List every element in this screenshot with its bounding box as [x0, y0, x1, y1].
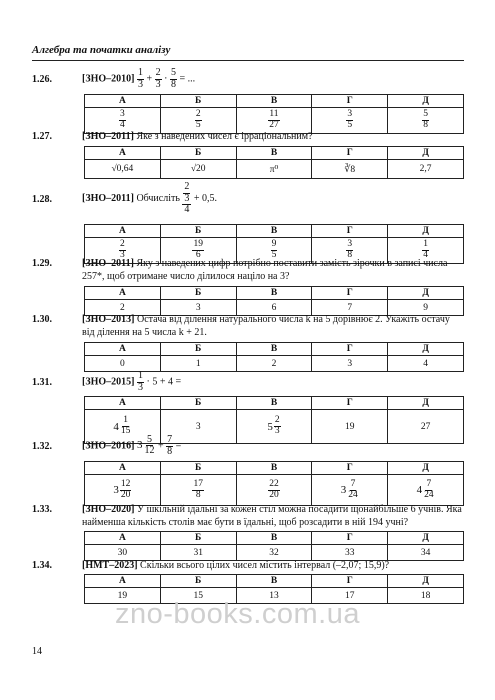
answer-option[interactable]: $\frac{11}{27}$ — [236, 108, 312, 134]
answer-option[interactable]: $\frac{1}{4}$ — [388, 238, 464, 264]
option-letter: Д — [388, 225, 464, 238]
problem-1-32 — [32, 434, 464, 506]
problem-statement: [ЗНО–2010] $\frac{1}{3}$ + $\frac{2}{3}$ · $\frac{5}{8}$ = ... — [82, 67, 196, 90]
option-letter: Д — [388, 575, 464, 588]
answer-option[interactable]: 15 — [160, 588, 236, 604]
option-letter: Д — [388, 532, 464, 545]
option-letter: Г — [312, 225, 388, 238]
fraction: $\frac{2}{3}$ — [155, 67, 161, 90]
answer-option[interactable]: 7 — [312, 300, 388, 316]
problem-text: Яку з наведених цифр потрібно поставити замість зірочки в записі числа 257*, щоб отримане число ділилося націло на 3? — [82, 258, 448, 282]
option-letter: Б — [160, 532, 236, 545]
option-letter: Г — [312, 397, 388, 410]
option-letter: А — [85, 225, 161, 238]
option-letter: А — [85, 95, 161, 108]
compound-fraction: $\frac{\frac{2}{3}}{4}$ — [184, 181, 190, 216]
problem-number: 1.28. — [32, 193, 52, 205]
option-letter: В — [236, 95, 312, 108]
answer-option[interactable]: 2,7 — [388, 160, 464, 179]
answer-option[interactable]: 3 — [160, 300, 236, 316]
fraction: $\frac{7}{8}$ — [167, 434, 173, 457]
answer-option[interactable]: 19 — [312, 410, 388, 444]
problem-statement — [82, 559, 464, 572]
option-letter: Д — [388, 287, 464, 300]
problem-number: 1.29. — [32, 258, 52, 269]
header-rule — [32, 60, 464, 61]
problem-1-27 — [32, 130, 464, 179]
problem-text: Скільки всього цілих чисел містить інтервал (–2,07; 15,9)? — [140, 560, 390, 571]
answer-option[interactable]: 4 $\frac{7}{24}$ — [388, 475, 464, 506]
watermark: zno-books.com.ua — [115, 598, 360, 630]
option-letter: Б — [160, 343, 236, 356]
problem-1-29 — [32, 257, 464, 316]
problem-number: 1.26. — [32, 73, 52, 85]
answer-option[interactable]: ∛8 — [312, 160, 388, 179]
answer-option[interactable]: $\frac{2}{5}$ — [160, 108, 236, 134]
answer-table — [84, 94, 464, 134]
option-letter: В — [236, 397, 312, 410]
problem-number: 1.32. — [32, 440, 52, 452]
option-letter: Г — [312, 147, 388, 160]
option-letter: А — [85, 287, 161, 300]
answer-table — [84, 286, 464, 316]
option-letter: В — [236, 287, 312, 300]
problem-number: 1.30. — [32, 314, 52, 325]
answer-option[interactable]: 30 — [85, 545, 161, 561]
answer-option[interactable]: 32 — [236, 545, 312, 561]
option-letter: Б — [160, 95, 236, 108]
option-letter: Б — [160, 462, 236, 475]
option-letter: В — [236, 225, 312, 238]
problem-1-33 — [32, 503, 464, 561]
problem-source: [НМТ–2023] — [82, 560, 138, 571]
answer-option[interactable]: $\frac{17}{8}$ — [160, 475, 236, 506]
answer-option[interactable]: 3 — [312, 356, 388, 372]
answer-option[interactable]: 3 — [160, 410, 236, 444]
answer-option[interactable]: 0 — [85, 356, 161, 372]
option-letter: А — [85, 147, 161, 160]
problem-1-26 — [32, 66, 464, 134]
problem-text: У шкільній їдальні за кожен стіл можна посадити щонайбільше 6 учнів. Яка найменша кількість столів має бути в їдальні, щоб розсадити в ній 194 учні? — [82, 504, 462, 528]
answer-option[interactable]: $\frac{5}{8}$ — [388, 108, 464, 134]
answer-option[interactable]: 4 — [388, 356, 464, 372]
problem-source: [ЗНО–2016] — [82, 440, 135, 452]
option-letter: Б — [160, 397, 236, 410]
answer-option[interactable]: π⁰ — [236, 160, 312, 179]
answer-option[interactable]: 27 — [388, 410, 464, 444]
problem-statement — [82, 313, 464, 339]
mixed-number: 3 $\frac{5}{12}$ — [137, 433, 155, 457]
option-letter: Б — [160, 287, 236, 300]
answer-table — [84, 531, 464, 561]
answer-option[interactable]: $\frac{9}{5}$ — [236, 238, 312, 264]
answer-option[interactable]: 18 — [388, 588, 464, 604]
answer-option[interactable]: 34 — [388, 545, 464, 561]
option-letter: Г — [312, 343, 388, 356]
problem-1-31 — [32, 370, 464, 444]
problem-number: 1.33. — [32, 504, 52, 515]
option-letter: В — [236, 575, 312, 588]
option-letter: Д — [388, 462, 464, 475]
answer-option[interactable]: 1 — [160, 356, 236, 372]
answer-table — [84, 342, 464, 372]
option-letter: Г — [312, 95, 388, 108]
option-letter: А — [85, 343, 161, 356]
option-letter: Д — [388, 95, 464, 108]
answer-option[interactable]: 3 $\frac{7}{24}$ — [312, 475, 388, 506]
option-letter: Б — [160, 575, 236, 588]
problem-source: [ЗНО–2011] — [82, 193, 134, 205]
option-letter: В — [236, 343, 312, 356]
answer-option[interactable]: 4 $\frac{1}{15}$ — [85, 410, 161, 444]
problem-source: [ЗНО–2015] — [82, 376, 135, 388]
answer-option[interactable]: 9 — [388, 300, 464, 316]
answer-option[interactable]: 13 — [236, 588, 312, 604]
answer-option[interactable]: $\frac{3}{5}$ — [312, 108, 388, 134]
answer-option[interactable]: $\frac{22}{20}$ — [236, 475, 312, 506]
option-letter: Г — [312, 532, 388, 545]
problem-source: [ЗНО–2020] — [82, 504, 135, 515]
fraction: $\frac{1}{3}$ — [138, 67, 143, 90]
problem-1-30 — [32, 313, 464, 372]
answer-option[interactable]: 19 — [85, 588, 161, 604]
problem-statement: [ЗНО–2015] $\frac{1}{3}$ · 5 + 4 = — [82, 370, 182, 393]
page-header: Алгебра та початки аналізу — [32, 44, 171, 56]
option-letter: А — [85, 575, 161, 588]
answer-table — [84, 461, 464, 506]
answer-table — [84, 146, 464, 179]
answer-option[interactable]: $\frac{2}{3}$ — [85, 238, 161, 264]
option-letter: Г — [312, 575, 388, 588]
option-letter: Д — [388, 343, 464, 356]
option-letter: Г — [312, 462, 388, 475]
problem-statement — [82, 257, 464, 283]
problem-number: 1.34. — [32, 560, 52, 571]
answer-option[interactable]: 6 — [236, 300, 312, 316]
answer-option[interactable]: √20 — [160, 160, 236, 179]
problem-number: 1.27. — [32, 131, 52, 142]
problem-statement — [82, 503, 464, 529]
fraction: $\frac{1}{3}$ — [138, 370, 143, 393]
option-letter: А — [85, 462, 161, 475]
answer-option[interactable]: $\frac{3}{8}$ — [312, 238, 388, 264]
answer-option[interactable]: 3 $\frac{12}{20}$ — [85, 475, 161, 506]
answer-option[interactable]: 2 — [236, 356, 312, 372]
answer-option[interactable]: 31 — [160, 545, 236, 561]
problem-source: [ЗНО–2011] — [82, 131, 134, 142]
option-letter: В — [236, 462, 312, 475]
answer-option[interactable]: 5 $\frac{2}{3}$ — [236, 410, 312, 444]
answer-option[interactable]: $\frac{19}{6}$ — [160, 238, 236, 264]
problem-source: [ЗНО–2010] — [82, 73, 135, 85]
option-letter: В — [236, 532, 312, 545]
problem-statement: [ЗНО–2011] Обчисліть $\frac{\frac{2}{3}}{4}$ + 0,5. — [82, 181, 218, 216]
problem-text: Яке з наведених чисел є ірраціональним? — [136, 131, 313, 142]
answer-option[interactable]: √0,64 — [85, 160, 161, 179]
answer-option[interactable]: 17 — [312, 588, 388, 604]
option-letter: Д — [388, 147, 464, 160]
option-letter: Г — [312, 287, 388, 300]
page-number: 14 — [32, 646, 42, 657]
problem-source: [ЗНО–2011] — [82, 258, 134, 269]
option-letter: А — [85, 397, 161, 410]
problem-statement: [ЗНО–2016] 3 $\frac{5}{12}$ + $\frac{7}{8}$ = — [82, 433, 182, 457]
option-letter: Б — [160, 225, 236, 238]
problem-text: Остача від ділення натурального числа k на 5 дорівнює 2. Укажіть остачу від ділення на 5 числа k + 21. — [82, 314, 450, 338]
option-letter: В — [236, 147, 312, 160]
option-letter: А — [85, 532, 161, 545]
answer-option[interactable]: $\frac{3}{4}$ — [85, 108, 161, 134]
answer-option[interactable]: 33 — [312, 545, 388, 561]
problem-source: [ЗНО–2013] — [82, 314, 135, 325]
problem-statement — [82, 130, 464, 143]
option-letter: Б — [160, 147, 236, 160]
fraction: $\frac{5}{8}$ — [170, 67, 176, 90]
problem-number: 1.31. — [32, 376, 52, 388]
answer-option[interactable]: 2 — [85, 300, 161, 316]
option-letter: Д — [388, 397, 464, 410]
problem-1-28 — [32, 180, 464, 264]
